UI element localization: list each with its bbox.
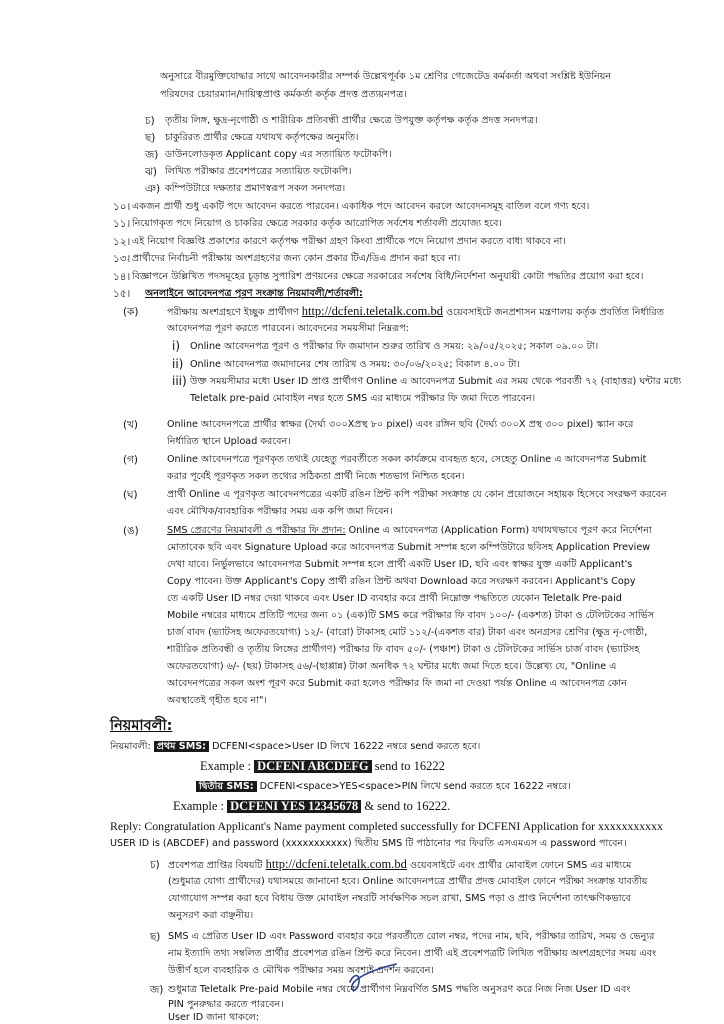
sub-ii-mark: ii): [172, 357, 184, 371]
item-uma-line: তে একটি User ID নম্বর দেয়া থাকবে এবং User ID ব্যবহার করে প্রার্থী নিম্নোক্ত পদ্ধতিতে যেকোন Teletalk Pre-paid: [167, 593, 622, 604]
item-uma-line: চার্জ বাবদ (ভ্যাটসহ অফেরতযোগ্য) ১২/- (বারো) টাকাসহ মোট ১১২/-(একশত বার) টাকা এবং অনগ্রসর শ্রেণির (ক্ষুদ্র নৃ-গোষ্ঠী,: [167, 627, 648, 638]
item-ga-line-1: Online আবেদনপত্রে পূরণকৃত তথ্যই যেহেতু পরবর্তীতে সকল কার্যক্রমে ব্যবহৃত হবে, সেহেতু Online এ আবেদনপত্র Submit: [167, 454, 647, 465]
item-uma-mark: (ঙ): [123, 525, 139, 537]
sub-item-text: কম্পিউটারে দক্ষতার প্রমাণস্বরূপ সকল সনদপত্র।: [165, 183, 346, 194]
sub-i-mark: i): [172, 339, 181, 353]
item-uma-line: মোতাবেক ছবি এবং Signature Upload করে আবেদনপত্র Submit সম্পন্ন হলে কম্পিউটারে ছবিসহ Application Preview: [167, 542, 651, 553]
second-sms-badge: দ্বিতীয় SMS:: [196, 781, 257, 792]
item-uma-line-1: [167, 524, 719, 537]
item-gha-mark: (ঘ): [123, 489, 138, 501]
item-uma-line: শারীরিক প্রতিবন্ধী ও তৃতীয় লিঙ্গের প্রার্থীগণ) পরীক্ষার ফি বাবদ ৫০/- (পঞ্চাশ) টাকা ও টেলিটকের সার্ভিস চার্জ বাবদ (ভ্যাটসহ: [167, 644, 640, 655]
clause-number: ১৩।: [113, 253, 131, 265]
item-kha-line-2: নির্ধারিত স্থানে Upload করবেন।: [167, 436, 291, 447]
clause-number: ১০।: [113, 201, 131, 213]
sub-item-mark: ছ): [145, 132, 156, 144]
intro-line-2: পরিষদের চেয়ারম্যান/দায়িত্বপ্রাপ্ত কর্মকর্তা কর্তৃক প্রদত্ত প্রত্যয়নপত্র।: [160, 89, 407, 100]
final-item-cha-mark: চ): [150, 859, 160, 871]
sub-iii-mark: iii): [172, 374, 187, 388]
clause-text: নিয়োগকৃত পদে নিয়োগ ও চাকরির ক্ষেত্রে সরকার কর্তৃক আরোপিত সর্বশেষ শর্তাবলী প্রযোজ্য হবে।: [132, 218, 502, 229]
example-2-label: Example :: [173, 800, 225, 813]
final-cha-text-b: ওয়েবসাইটে এবং প্রার্থীর মোবাইল ফোনে SMS এর মাধ্যমে: [409, 860, 632, 871]
signature-mark: [340, 960, 400, 1000]
example-1-code: DCFENI ABCDEFG: [254, 760, 371, 773]
sub-ii-text: Online আবেদনপত্র জমাদানের শেষ তারিখ ও সময়: ৩০/০৬/২০২৫; বিকাল ৪.০০ টা।: [190, 359, 520, 370]
clause-text: একজন প্রার্থী শুধু একটি পদে আবেদন করতে পারবেন। একাধিক পদে আবেদন করলে আবেদনসমূহ বাতিল বলে গণ্য হবে।: [132, 201, 590, 212]
rules-label: নিয়মাবলী:: [110, 741, 151, 752]
clause-text: প্রার্থীদের নির্বাচনী পরীক্ষায় অংশগ্রহণের জন্য কোন প্রকার টিএ/ডিএ প্রদান করা হবে না।: [132, 253, 461, 264]
example-1-after: send to 16222: [371, 760, 445, 773]
final-item-chha-line-2: নাম ইত্যাদি তথ্য সম্বলিত প্রার্থীর প্রবেশপত্র রঙিন প্রিন্ট করে নিবেন। প্রার্থী এই প্রবেশপত্রটি লিখিত পরীক্ষায় অংশগ্রহণের সময় এবং: [168, 948, 657, 959]
item-ka-line-1: [167, 305, 664, 319]
final-item-chha-line-3: উত্তীর্ণ হলে ব্যবহারিক ও মৌখিক পরীক্ষার সময় অবশ্যই প্রদর্শন করবেন।: [168, 965, 434, 976]
item-uma-line: দেখা যাবে। নির্ভুলভাবে আবেদনপত্র Submit সম্পন্ন হলে প্রার্থী একটি User ID, ছবি এবং স্বাক্ষর যুক্ত একটি Applicant's: [167, 559, 633, 570]
sub-iii-line-2: Teletalk pre-paid মোবাইল নম্বর হতে SMS এর মাধ্যমে পরীক্ষার ফি জমা দিতে পারবেন।: [190, 393, 536, 404]
item-kha-mark: (খ): [123, 419, 138, 431]
final-item-cha-line-4: অনুসরণ করা বাঞ্ছনীয়।: [168, 910, 254, 921]
item-ka-mark: (ক): [123, 306, 139, 318]
example-2-code: DCFENI YES 12345678: [227, 800, 361, 813]
item-uma-line: Mobile নম্বরের মাধ্যমে প্রতিটি পদের জন্য ০১ (এক)টি SMS করে পরীক্ষার ফি বাবদ ১০০/- (একশত) টাকা ও টেলিটকের সার্ভিস: [167, 610, 655, 621]
online-rules-heading: অনলাইনে আবেদনপত্র পূরণ সংক্রান্ত নিয়মাবলী/শর্তাবলী:: [145, 288, 363, 299]
sms-rules-text: Online এ আবেদনপত্র (Application Form) যথাযথভাবে পূরণ করে নির্দেশনা: [345, 525, 652, 536]
final-item-cha-line-3: যোগাযোগ সম্পন্ন করা হবে বিধায় উক্ত মোবাইল নম্বরটি সার্বক্ষণিক সচল রাখা, SMS পড়া ও প্রাপ্ত নির্দেশনা তাৎক্ষণিকভাবে: [168, 893, 631, 904]
first-sms-badge: প্রথম SMS:: [154, 741, 209, 752]
example-2-after: & send to 16222.: [361, 800, 451, 813]
final-item-cha-line-2: (শুধুমাত্র যোগ্য প্রার্থীদের) যথাসময়ে জানানো হবে। Online আবেদনপত্রে প্রার্থীর প্রদত্ত মোবাইল ফোনে পরীক্ষা সংক্রান্ত যাবতীয়: [168, 876, 648, 887]
item-gha-line-1: প্রার্থী Online এ পূরণকৃত আবেদনপত্রের একটি রঙিন প্রিন্ট কপি পরীক্ষা সংক্রান্ত যে কোন প্রয়োজনে সহায়ক হিসেবে সংরক্ষণ করবেন: [167, 489, 667, 500]
sub-iii-line-1: উক্ত সময়সীমার মধ্যে User ID প্রাপ্ত প্রার্থীগণ Online এ আবেদনপত্র Submit এর সময় থেকে পরবর্তী ৭২ (বাহাত্তর) ঘন্টার মধ্যে: [190, 376, 682, 387]
item-kha-line-1: Online আবেদনপত্রে প্রার্থীর স্বাক্ষর (দৈর্ঘ্য ৩০০Xপ্রস্থ ৮০ pixel) এবং রঙ্গিন ছবি (দৈর্ঘ্য ৩০০X প্রস্থ ৩০০ pixel) স্ক্যান করে: [167, 419, 634, 430]
sub-item-mark: ঞ): [145, 183, 161, 195]
example-1-line: [200, 760, 445, 773]
sub-item-text: চাকুরিরত প্রার্থীর ক্ষেত্রে যথাযথ কর্তৃপক্ষের অনুমতি।: [165, 132, 359, 143]
first-sms-text: DCFENI<space>User ID লিখে 16222 নম্বরে send করতে হবে।: [209, 741, 481, 752]
sms-rules-title: SMS প্রেরণের নিয়মাবলী ও পরীক্ষার ফি প্রদান:: [167, 525, 346, 536]
teletalk-link-2[interactable]: http://dcfeni.teletalk.com.bd: [265, 858, 407, 871]
sub-item-mark: জ): [145, 149, 159, 161]
teletalk-link[interactable]: http://dcfeni.teletalk.com.bd: [301, 305, 444, 318]
item-uma-line: Copy পাবেন। উক্ত Applicant's Copy প্রার্থী রঙিন প্রিন্ট অথবা Download করে সংরক্ষণ করবেন। Applicant's Copy: [167, 576, 636, 587]
item-gha-line-2: এবং মৌখিক/ব্যবহারিক পরীক্ষার সময় এক কপি জমা দিবেন।: [167, 506, 393, 517]
intro-line-1: অনুসারে বীরমুক্তিযোদ্ধার সাথে আবেদনকারীর সম্পর্ক উল্লেখপূর্বক ১ম শ্রেণির গেজেটেড কর্মকর্তা অথবা সংশ্লিষ্ট ইউনিয়ন: [160, 71, 612, 82]
item-ka-text-a: পরীক্ষায় অংশগ্রহণে ইচ্ছুক প্রার্থীগণ: [167, 307, 299, 318]
rules-heading: নিয়মাবলী:: [110, 718, 173, 734]
item-uma-line: আবেদনপত্রের সকল অংশ পূরণ করে Submit করা হলেও পরীক্ষার ফি জমা না দেওয়া পর্যন্ত Online এ আবেদনপত্র কোন: [167, 678, 627, 689]
sub-i-text: Online আবেদনপত্র পূরণ ও পরীক্ষার ফি জমাদান শুরুর তারিখ ও সময়: ২৯/০৫/২০২৫; সকাল ০৯.০০ টা।: [190, 341, 599, 352]
item-uma-line: অবস্থাতেই গৃহীত হবে না"।: [167, 695, 267, 706]
example-2-line: [173, 800, 450, 813]
final-item-ja-line-3: User ID জানা থাকলে:: [168, 1012, 260, 1023]
item-ga-mark: (গ): [123, 454, 138, 466]
first-sms-line: [110, 740, 480, 753]
reply-line-2: USER ID is (ABCDEF) and password (xxxxxxxxxxx) দ্বিতীয় SMS টি পাঠানোর পর ফিরতি এসএমএস এ password পাবেন।: [110, 838, 627, 849]
item-ga-line-2: করার পূর্বেই পূরণকৃত সকল তথ্যের সঠিকতা প্রার্থী নিজে শতভাগ নিশ্চিত হবেন।: [167, 471, 465, 482]
sub-item-text: ডাউনলোডকৃত Applicant copy এর সত্যায়িত ফটোকপি।: [165, 149, 392, 160]
item-ka-line-2: আবেদনপত্র পূরণ করতে পারবেন। আবেদনের সময়সীমা নিম্নরূপ:: [167, 323, 409, 334]
example-1-label: Example :: [200, 760, 252, 773]
reply-line-1: Reply: Congratulation Applicant's Name payment completed successfully for DCFENI Application for xxxxxxxxxxx: [110, 820, 663, 833]
clause-number: ১১।: [113, 218, 131, 230]
item-ka-text-b: ওয়েবসাইটে জনপ্রশাসন মন্ত্রণালয় কর্তৃক প্রবর্তিত নির্ধারিত: [446, 307, 664, 318]
final-item-ja-line-1: শুধুমাত্র Teletalk Pre-paid Mobile নম্বর থেকে প্রার্থীগণ নিম্নবর্ণিত SMS পদ্ধতি অনুসরণ করে নিজ নিজ User ID এবং: [168, 984, 631, 995]
clause-text: এই নিয়োগ বিজ্ঞপ্তি প্রকাশের কারণে কর্তৃপক্ষ পরীক্ষা গ্রহণ কিংবা প্রার্থীকে পদে নিয়োগ প্রদান করতে বাধ্য থাকবে না।: [132, 236, 566, 247]
clause-number: ১৪।: [113, 271, 131, 283]
final-item-ja-line-2: PIN পুনরুদ্ধার করতে পারবেন।: [168, 999, 284, 1010]
sub-item-mark: ঝ): [145, 166, 157, 178]
second-sms-text: DCFENI<space>YES<space>PIN লিখে send করতে হবে 16222 নম্বরে।: [256, 781, 571, 792]
final-cha-text-a: প্রবেশপত্র প্রাপ্তির বিষয়টি: [168, 860, 263, 871]
final-item-cha-line-1: [168, 858, 720, 872]
sub-item-mark: চ): [145, 115, 155, 127]
sub-item-text: লিখিত পরীক্ষার প্রবেশপত্রের সত্যায়িত ফটোকপি।: [165, 166, 352, 177]
clause-number: ১৫।: [113, 288, 131, 300]
item-uma-line: অফেরতযোগ্য) ৬/- (ছয়) টাকাসহ ৫৬/-(ছাপ্পান্ন) টাকা অনধিক ৭২ ঘন্টার মধ্যে জমা দিতে হবে। উল্লেখ্য যে, "Online এ: [167, 661, 617, 672]
final-item-ja-mark: জ): [150, 984, 164, 996]
final-item-chha-line-1: SMS এ প্রেরিত User ID এবং Password ব্যবহার করে পরবর্তীতে রোল নম্বর, পদের নাম, ছবি, পরীক্ষার তারিখ, সময় ও ভেন্যুর: [168, 931, 655, 942]
clause-number: ১২।: [113, 236, 131, 248]
final-item-chha-mark: ছ): [150, 931, 161, 943]
sub-item-text: তৃতীয় লিঙ্গ, ক্ষুদ্র-নৃগোষ্ঠী ও শারীরিক প্রতিবন্ধী প্রার্থীর ক্ষেত্রে উপযুক্ত কর্তৃপক্ষ কর্তৃক প্রদত্ত সনদপত্র।: [165, 115, 538, 126]
clause-text: বিজ্ঞাপনে উল্লিখিত পদসমূহের চূড়ান্ত সুপারিশ প্রণয়নের ক্ষেত্রে সরকারের সর্বশেষ বিধি/নির্দেশনা অনুযায়ী কোটা পদ্ধতির প্রয়োগ করা হবে।: [132, 271, 644, 282]
second-sms-line: [196, 780, 571, 793]
